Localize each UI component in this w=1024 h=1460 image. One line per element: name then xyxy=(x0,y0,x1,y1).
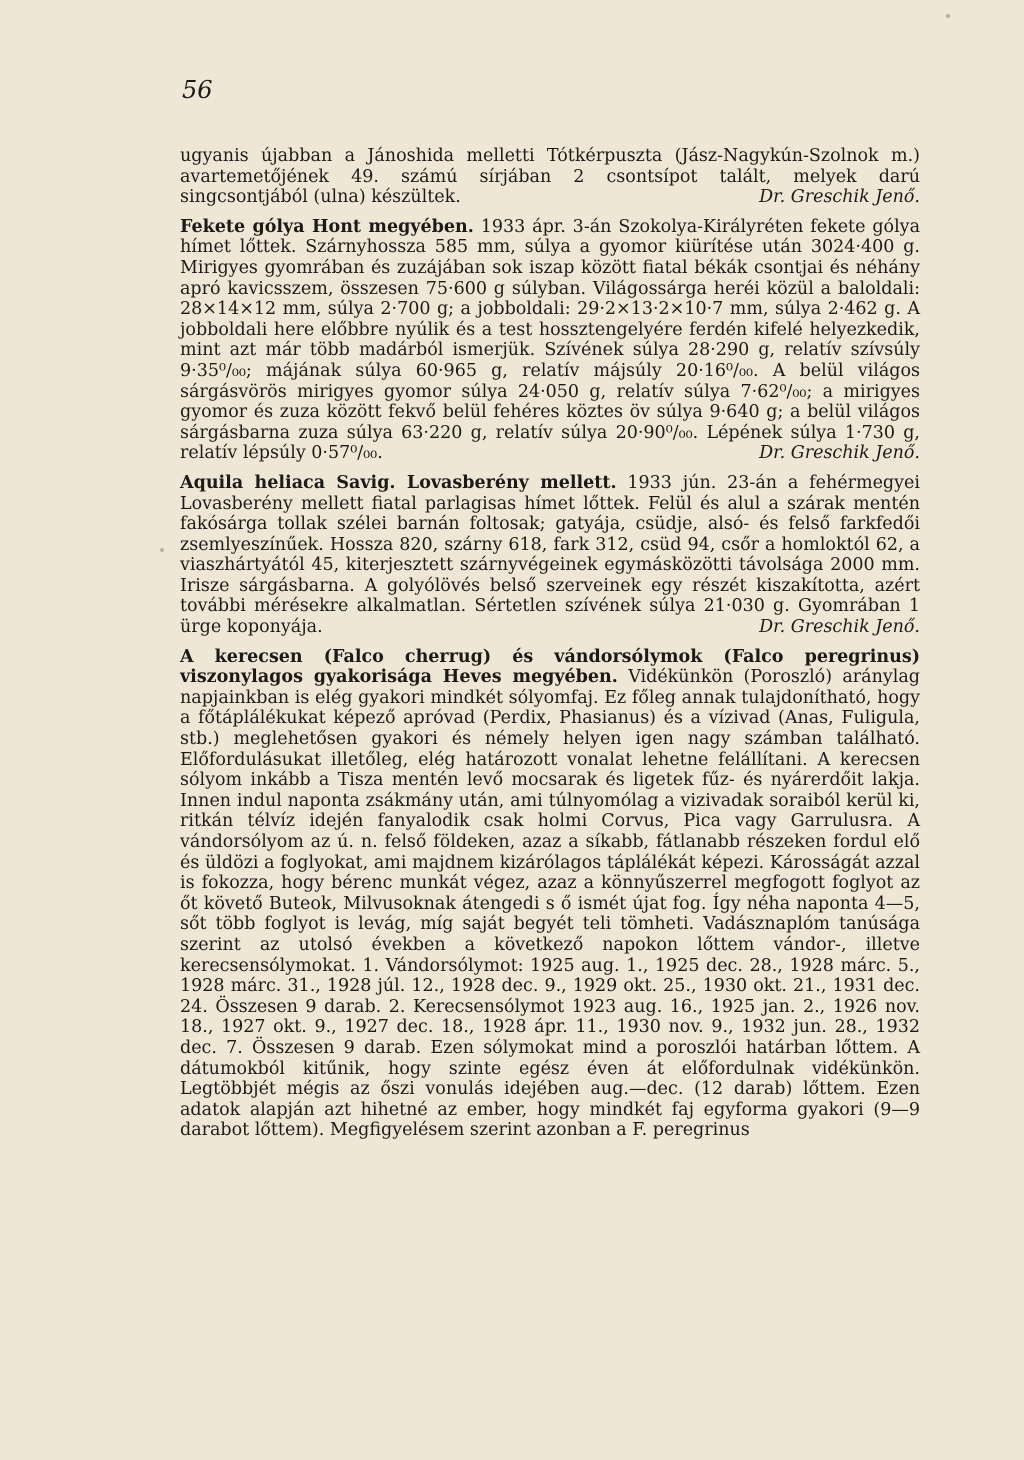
paragraph-text: Vidékünkön (Poroszló) aránylag napjainkban is elég gyakori mindkét sólyomfaj. Ez főleg annak tulajdonítható, hogy a főtáplálékukat képező apróvad (Perdix, Phasianus) és a vízivad (Anas, Fuligula, stb.) meglehetősen gyakori és némely helyen igen nagy számban található. Előfordulásukat illetőleg, elég határozott vonalat lehetne felállítani. A kerecsen sólyom inkább a Tisza mentén levő mocsarak és ligetek fűz- és nyárerdőit lakja. Innen indul naponta zsákmány után, ami túlnyomólag a vizivadak soraiból kerül ki, ritkán télvíz idején fanyalodik csak holmi Corvus, Pica vagy Garrulusra. A vándorsólyom az ú. n. felső földeken, azaz a síkabb, fátlanabb részeken fordul elő és üldözi a foglyokat, ami majdnem kizárólagos táplálékát képezi. Károsságát azzal is fokozza, hogy bérenc munkát végez, azaz a könnyűszerrel megfogott foglyot az őt követő Buteok, Milvusoknak átengedi s ő ismét újat fog. Így néha naponta 4—5, sőt több foglyot is levág, míg saját begyét teli tömheti. Vadásznaplóm tanúsága szerint az utolsó években a következő napokon lőttem vándor-, illetve kerecsensólymokat. 1. Vándorsólymot: 1925 aug. 1., 1925 dec. 28., 1928 márc. 5., 1928 márc. 31., 1928 júl. 12., 1928 dec. 9., 1929 okt. 25., 1930 okt. 21., 1931 dec. 24. Összesen 9 darab. 2. Kerecsensólymot 1923 aug. 16., 1925 jan. 2., 1926 nov. 18., 1927 okt. 9., 1927 dec. 18., 1928 ápr. 11., 1930 nov. 9., 1932 jun. 28., 1932 dec. 7. Összesen 9 darab. Ezen sólymokat mind a poroszlói határban lőttem. A dátumokból kitűnik, hogy szinte egész éven át előfordulnak vidékünkön. Legtöbbjét mégis az őszi vonulás idejében aug.—dec. (12 darab) lőttem. Ezen adatok alapján azt hihetné az ember, hogy mindkét faj egyforma gyakori (9—9 darabot lőttem). Megfigyelésem szerint azonban a F. peregrinus xyxy=(180,667,920,1141)
section-title: Fekete gólya Hont megyében. xyxy=(180,216,474,237)
section-title: Aquila heliaca Savig. Lovasberény mellett. xyxy=(180,472,617,493)
paragraph-text: 1933 ápr. 3-án Szokolya-Királyréten fekete gólya hímet lőttek. Szárnyhossza 585 mm, súlya a gyomor kiürítése után 3024·400 g. Mirigyes gyomrában és zuzájában sok iszap között fiatal békák csontjai és néhány apró kavicsszem, összesen 75·600 g súlyban. Világossárga heréi közül a baloldali: 28×14×12 mm, súlya 2·700 g; a jobboldali: 29·2×13·2×10·7 mm, súlya 2·462 g. A jobboldali here előbbre nyúlik és a test hossztengelyére ferdén kifelé helyezkedik, mint azt már több madárból ismerjük. Szívének súlya 28·290 g, relatív szívsúly 9·35⁰/₀₀; májának súlya 60·965 g, relatív májsúly 20·16⁰/₀₀. A belül világos sárgásvörös mirigyes gyomor súlya 24·050 g, relatív súlya 7·62⁰/₀₀; a mirigyes gyomor és zuza között fekvő belül fehéres köztes öv súlya 9·640 g; a belül világos sárgásbarna zuza súlya 63·220 g, relatív súlya 20·90⁰/₀₀. Lépének súlya 1·730 g, relatív lépsúly 0·57⁰/₀₀. xyxy=(180,216,920,464)
section-title: A kerecsen (Falco cherrug) és vándorsólymok (Falco peregrinus) viszonylagos gyakorisága Heves megyében. xyxy=(180,646,920,688)
author-signature: Dr. Greschik Jenő. xyxy=(759,443,920,464)
paragraph-fekete-golya xyxy=(180,217,920,464)
document-page xyxy=(180,70,920,1430)
scan-dot xyxy=(946,14,950,18)
paragraph-text: ugyanis újabban a Jánoshida melletti Tótkérpuszta (Jász-Nagykún-Szolnok m.) avartemetőjének 49. számú sírjában 2 csontsípot talált, melyek darú singcsontjából (ulna) készültek. xyxy=(180,146,920,208)
paragraph-intro xyxy=(180,146,920,208)
paragraph-aquila-heliaca xyxy=(180,473,920,638)
paragraph-text: 1933 jún. 23-án a fehérmegyei Lovasberény mellett fiatal parlagisas hímet lőttek. Felül és alul a szárak mentén fakósárga tollak szélei barnán foltosak; gatyája, csüdje, alsó- és felső farkfedői zsemlyeszínűek. Hossza 820, szárny 618, fark 312, csüd 94, csőr a homloktól 62, a viaszhártyától 45, kiterjesztett szárnyvégeinek egymásközötti távolsága 2000 mm. Irisze sárgásbarna. A golyólövés belső szerveinek egy részét kiszakította, azért további mérésekre alkalmatlan. Sértetlen szívének súlya 21·030 g. Gyomrában 1 ürge koponyája. xyxy=(180,472,920,638)
page-number: 56 xyxy=(182,76,213,104)
author-signature: Dr. Greschik Jenő. xyxy=(759,187,920,208)
author-signature: Dr. Greschik Jenő. xyxy=(759,617,920,638)
scan-dot xyxy=(160,548,164,552)
paragraph-kerecsen xyxy=(180,647,920,1141)
